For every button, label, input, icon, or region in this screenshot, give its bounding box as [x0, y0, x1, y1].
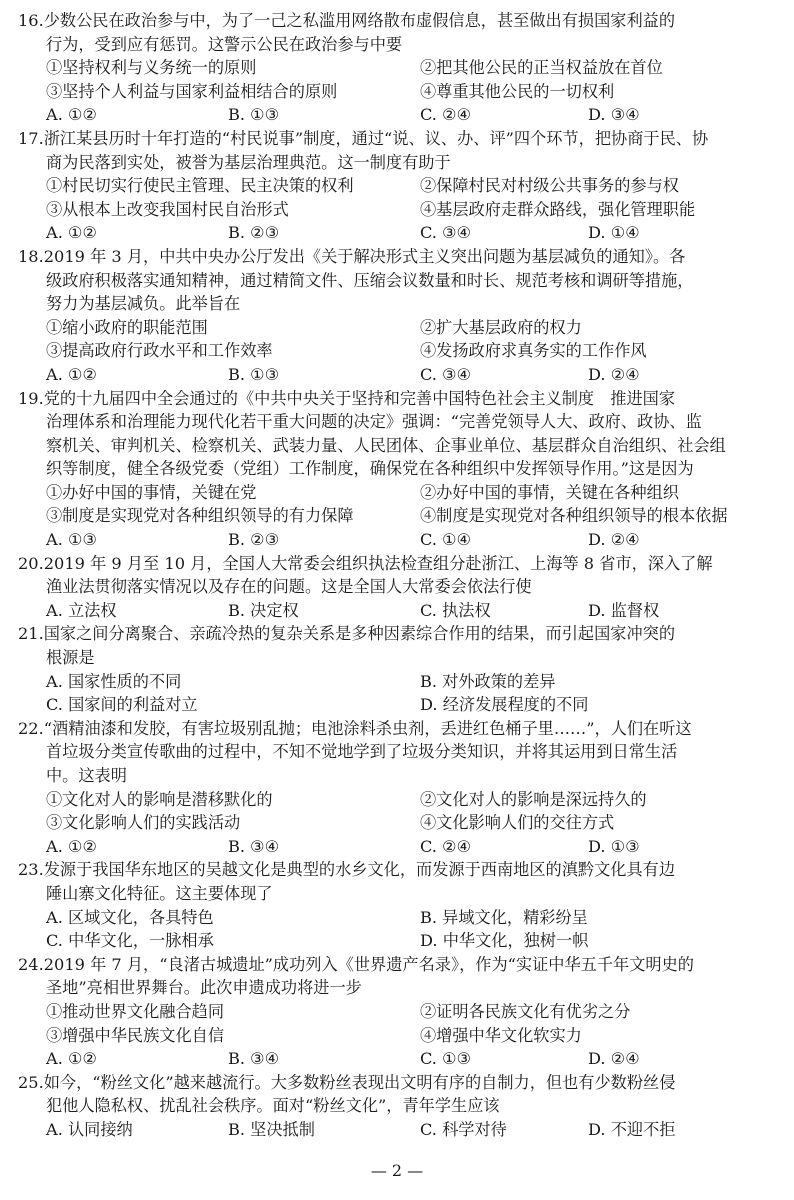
- question-stem-text: 圣地”亮相世界舞台。此次申遗成功将进一步: [46, 978, 362, 998]
- question-17: [18, 127, 782, 245]
- statement-row: [18, 1000, 782, 1024]
- question-stem-text: 2019 年 9 月至 10 月，全国人大常委会组织执法检查组分赴浙江、上海等 8 省市，深入了解: [43, 553, 713, 573]
- statement-option: ①推动世界文化融合趋同: [46, 1001, 225, 1021]
- statement-option: ③文化影响人们的实践活动: [46, 813, 241, 833]
- statement-row: [18, 481, 782, 505]
- answer-choice: B. ③④: [228, 836, 280, 856]
- question-stem-text: 察机关、审判机关、检察机关、武装力量、人民团体、企事业单位、基层群众自治组织、社会组: [46, 435, 726, 455]
- answer-choice: A. ①②: [46, 364, 98, 384]
- statement-option: ②证明各民族文化有优劣之分: [420, 1001, 631, 1021]
- statement-option: ②保障村民对村级公共事务的参与权: [420, 176, 679, 196]
- question-number: 23.: [18, 860, 44, 880]
- question-21: [18, 622, 782, 716]
- choice-option: A. 国家性质的不同: [46, 671, 182, 691]
- statement-option: ④文化影响人们的交往方式: [420, 813, 615, 833]
- question-stem-line: [18, 1094, 782, 1118]
- question-24: [18, 953, 782, 1071]
- question-stem-line: [18, 622, 782, 646]
- question-number: 22.: [18, 718, 44, 738]
- question-number: 17.: [18, 128, 44, 148]
- question-stem-text: 首垃圾分类宣传歌曲的过程中，不知不觉地学到了垃圾分类知识，并将其运用到日常生活: [46, 742, 678, 762]
- statement-row: [18, 811, 782, 835]
- question-stem-line: [18, 953, 782, 977]
- statement-option: ②办好中国的事情，关键在各种组织: [420, 482, 679, 502]
- question-stem-line: [18, 292, 782, 316]
- answer-choice: B. ①③: [228, 105, 280, 125]
- statement-option: ①缩小政府的职能范围: [46, 317, 208, 337]
- question-23: [18, 858, 782, 952]
- statement-option: ②把其他公民的正当权益放在首位: [420, 58, 663, 78]
- answer-choice: D. ①③: [588, 836, 640, 856]
- choice-option: D. 经济发展程度的不同: [420, 695, 589, 715]
- question-18: [18, 245, 782, 387]
- question-stem-line: [18, 457, 782, 481]
- question-stem-text: 犯他人隐私权、扰乱社会秩序。面对“粉丝文化”，青年学生应该: [46, 1096, 500, 1116]
- answer-choices-row: [18, 103, 782, 127]
- answer-choice: B. ③④: [228, 1049, 280, 1069]
- answer-choices-row: [18, 221, 782, 245]
- statement-option: ①村民切实行使民主管理、民主决策的权利: [46, 176, 354, 196]
- question-stem-text: 织等制度，健全各级党委（党组）工作制度，确保党在各种组织中发挥领导作用。”这是因为: [46, 459, 694, 479]
- question-stem-text: 2019 年 3 月，中共中央办公厅发出《关于解决形式主义突出问题为基层减负的通知》。各: [43, 246, 686, 266]
- statement-option: ②文化对人的影响是深远持久的: [420, 789, 647, 809]
- answer-choice: D. 不迎不拒: [588, 1119, 676, 1139]
- choice-option: A. 区域文化，各具特色: [46, 907, 214, 927]
- statement-row: [18, 198, 782, 222]
- question-stem-line: [18, 151, 782, 175]
- question-stem-line: [18, 269, 782, 293]
- question-stem-line: [18, 882, 782, 906]
- question-stem-line: [18, 387, 782, 411]
- question-16: [18, 9, 782, 127]
- answer-choice: C. ②④: [420, 836, 472, 856]
- answer-choices-row: [18, 1118, 782, 1142]
- answer-choices-row: [18, 1047, 782, 1071]
- question-stem-text: 如今，“粉丝文化”越来越流行。大多数粉丝表现出文明有序的自制力，但也有少数粉丝侵: [43, 1072, 676, 1092]
- question-stem-text: 级政府积极落实通知精神，通过精简文件、压缩会议数量和时长、规范考核和调研等措施，: [46, 270, 694, 290]
- question-stem-line: [18, 858, 782, 882]
- statement-row: [18, 316, 782, 340]
- statement-row: [18, 56, 782, 80]
- statement-option: ③制度是实现党对各种组织领导的有力保障: [46, 506, 354, 526]
- answer-choice: A. ①②: [46, 223, 98, 243]
- question-stem-text: 国家之间分离聚合、亲疏冷热的复杂关系是多种因素综合作用的结果，而引起国家冲突的: [43, 624, 676, 644]
- question-stem-text: 2019 年 7 月，“良渚古城遗址”成功列入《世界遗产名录》，作为“实证中华五千年文明史的: [43, 954, 694, 974]
- question-number: 19.: [18, 388, 44, 408]
- answer-choice: D. ②④: [588, 364, 640, 384]
- choice-option: C. 国家间的利益对立: [46, 695, 198, 715]
- answer-choice: D. ①④: [588, 223, 640, 243]
- statement-option: ①坚持权利与义务统一的原则: [46, 58, 257, 78]
- question-stem-text: 少数公民在政治参与中，为了一己之私滥用网络散布虚假信息，甚至做出有损国家利益的: [43, 11, 676, 30]
- question-number: 21.: [18, 624, 44, 644]
- answer-choice: B. ①③: [228, 364, 280, 384]
- question-stem-text: 治理体系和治理能力现代化若干重大问题的决定》强调：“完善党领导人大、政府、政协、监: [46, 412, 702, 432]
- choice-row: [18, 693, 782, 717]
- question-22: [18, 717, 782, 859]
- question-number: 25.: [18, 1072, 44, 1092]
- answer-choice: D. ②④: [588, 1049, 640, 1069]
- question-stem-line: [18, 245, 782, 269]
- answer-choice: D. 监督权: [588, 600, 660, 620]
- choice-option: D. 中华文化，独树一帜: [420, 931, 589, 951]
- statement-option: ③从根本上改变我国村民自治形式: [46, 199, 289, 219]
- answer-choice: C. ②④: [420, 105, 472, 125]
- answer-choice: B. 坚决抵制: [228, 1119, 315, 1139]
- statement-option: ④增强中华文化软实力: [420, 1025, 582, 1045]
- answer-choice: D. ②④: [588, 530, 640, 550]
- statement-option: ③提高政府行政水平和工作效率: [46, 341, 273, 361]
- statement-option: ①办好中国的事情，关键在党: [46, 482, 257, 502]
- question-stem-line: [18, 740, 782, 764]
- choice-option: B. 异域文化，精彩纷呈: [420, 907, 588, 927]
- answer-choice: A. 立法权: [46, 600, 117, 620]
- statement-option: ④尊重其他公民的一切权利: [420, 81, 615, 101]
- question-stem-text: “酒精油漆和发胶，有害垃圾别乱抛；电池涂料杀虫剂，丢进红色桶子里……”，人们在听这: [43, 718, 692, 738]
- question-stem-line: [18, 127, 782, 151]
- answer-choice: C. ③④: [420, 364, 472, 384]
- answer-choice: B. ②③: [228, 530, 280, 550]
- question-19: [18, 387, 782, 552]
- statement-option: ④制度是实现党对各种组织领导的根本依据: [420, 506, 728, 526]
- statement-option: ③坚持个人利益与国家利益相结合的原则: [46, 81, 338, 101]
- question-stem-line: [18, 646, 782, 670]
- answer-choice: B. ②③: [228, 223, 280, 243]
- choice-option: B. 对外政策的差异: [420, 671, 556, 691]
- answer-choice: C. ①③: [420, 1049, 472, 1069]
- question-stem-line: [18, 9, 782, 33]
- choice-row: [18, 906, 782, 930]
- choice-row: [18, 670, 782, 694]
- page-number: — 2 —: [370, 1161, 424, 1180]
- question-20: [18, 552, 782, 623]
- question-stem-text: 浙江某县历时十年打造的“村民说事”制度，通过“说、议、办、评”四个环节，把协商于民、协: [43, 128, 709, 148]
- question-25: [18, 1071, 782, 1142]
- question-stem-line: [18, 33, 782, 57]
- answer-choice: C. ①④: [420, 530, 472, 550]
- question-stem-text: 渔业法贯彻落实情况以及存在的问题。这是全国人大常委会依法行使: [46, 577, 532, 597]
- statement-row: [18, 504, 782, 528]
- question-stem-text: 根源是: [46, 648, 95, 668]
- question-stem-text: 中。这表明: [46, 766, 127, 785]
- statement-option: ③增强中华民族文化自信: [46, 1025, 225, 1045]
- answer-choice: C. ③④: [420, 223, 472, 243]
- answer-choice: C. 科学对待: [420, 1119, 507, 1139]
- answer-choice: A. ①②: [46, 105, 98, 125]
- question-stem-line: [18, 552, 782, 576]
- answer-choice: A. ①②: [46, 1049, 98, 1069]
- question-stem-text: 行为，受到应有惩罚。这警示公民在政治参与中要: [46, 34, 403, 54]
- answer-choices-row: [18, 599, 782, 623]
- question-stem-line: [18, 976, 782, 1000]
- answer-choices-row: [18, 835, 782, 859]
- question-stem-line: [18, 717, 782, 741]
- statement-option: ④发扬政府求真务实的工作作风: [420, 341, 647, 361]
- statement-row: [18, 80, 782, 104]
- answer-choices-row: [18, 363, 782, 387]
- exam-page: [18, 9, 782, 1142]
- question-number: 20.: [18, 553, 44, 573]
- answer-choice: B. 决定权: [228, 600, 299, 620]
- question-stem-text: 商为民落到实处，被誉为基层治理典范。这一制度有助于: [46, 152, 451, 172]
- question-stem-text: 陲山寨文化特征。这主要体现了: [46, 883, 273, 903]
- choice-row: [18, 929, 782, 953]
- question-number: 16.: [18, 11, 44, 30]
- answer-choice: A. ①②: [46, 836, 98, 856]
- answer-choice: D. ③④: [588, 105, 640, 125]
- question-stem-text: 努力为基层减负。此举旨在: [46, 294, 241, 314]
- question-stem-line: [18, 410, 782, 434]
- statement-row: [18, 174, 782, 198]
- question-stem-text: 发源于我国华东地区的吴越文化是典型的水乡文化，而发源于西南地区的滇黔文化具有边: [43, 860, 676, 880]
- question-stem-line: [18, 575, 782, 599]
- statement-option: ①文化对人的影响是潜移默化的: [46, 789, 273, 809]
- statement-row: [18, 1024, 782, 1048]
- answer-choice: C. 执法权: [420, 600, 491, 620]
- question-number: 24.: [18, 954, 44, 974]
- question-stem-text: 党的十九届四中全会通过的《中共中央关于坚持和完善中国特色社会主义制度 推进国家: [43, 388, 676, 408]
- choice-option: C. 中华文化，一脉相承: [46, 931, 214, 951]
- answer-choice: A. 认同接纳: [46, 1119, 133, 1139]
- question-stem-line: [18, 764, 782, 788]
- statement-row: [18, 788, 782, 812]
- statement-option: ②扩大基层政府的权力: [420, 317, 582, 337]
- answer-choices-row: [18, 528, 782, 552]
- question-number: 18.: [18, 246, 44, 266]
- statement-option: ④基层政府走群众路线，强化管理职能: [420, 199, 696, 219]
- question-stem-line: [18, 1071, 782, 1095]
- statement-row: [18, 339, 782, 363]
- answer-choice: A. ①③: [46, 530, 98, 550]
- question-stem-line: [18, 434, 782, 458]
